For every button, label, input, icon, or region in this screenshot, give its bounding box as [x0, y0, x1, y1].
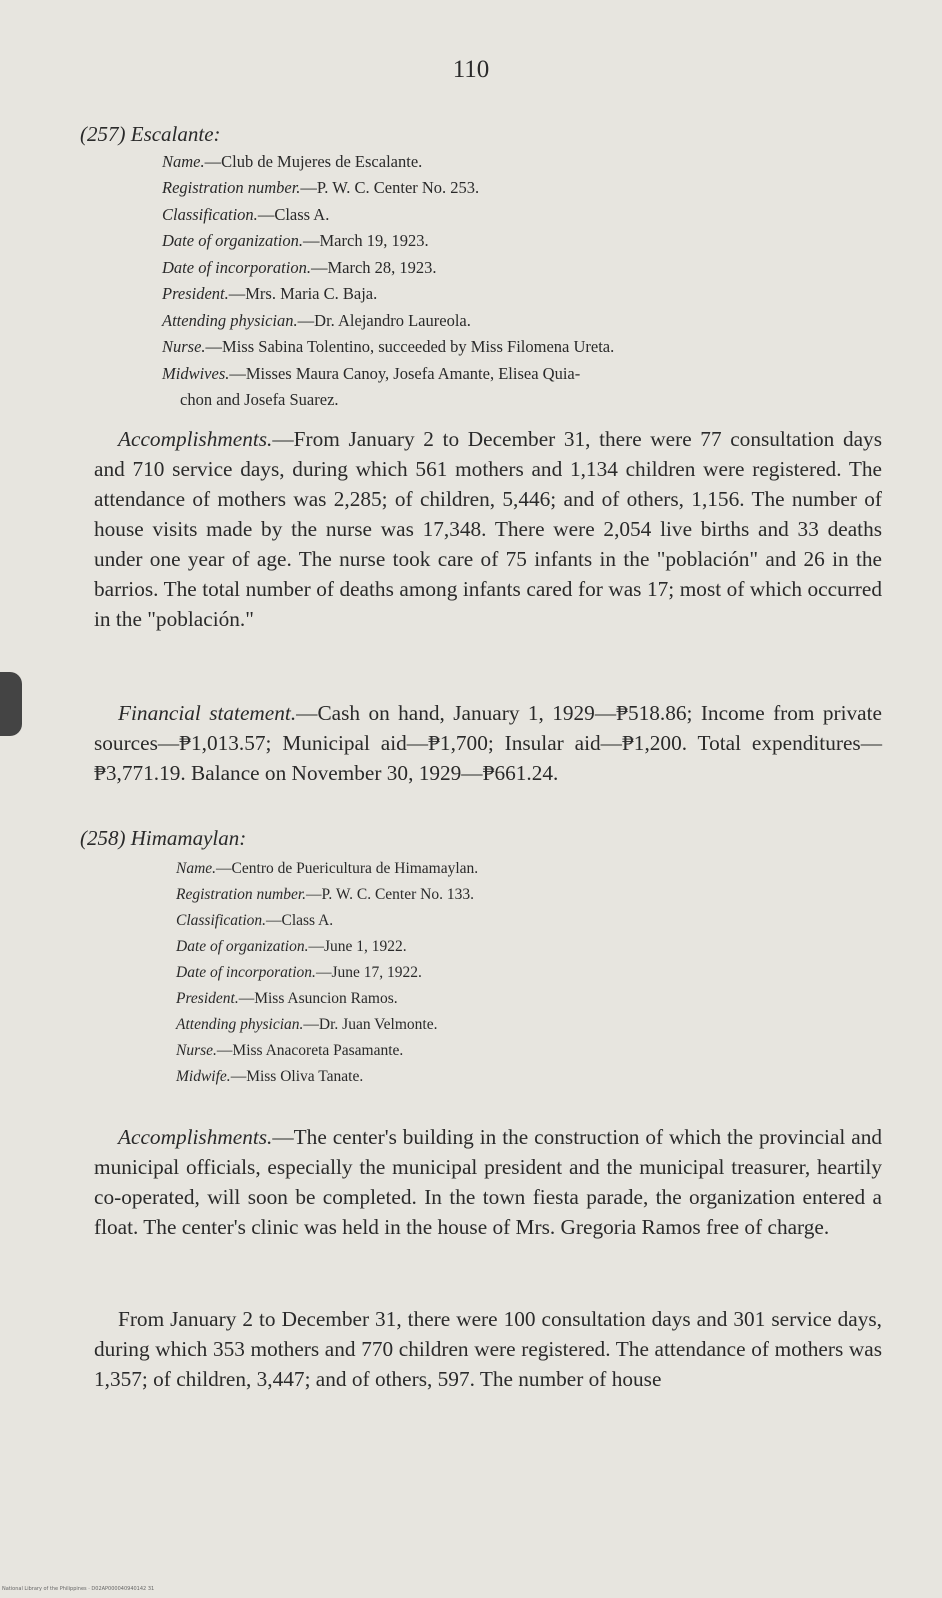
- field-date-organization: Date of organization.—March 19, 1923.: [162, 231, 429, 250]
- field-date-incorporation: Date of incorporation.—June 17, 1922.: [176, 964, 422, 981]
- field-nurse: Nurse.—Miss Anacoreta Pasamante.: [176, 1042, 404, 1059]
- page-number: 110: [452, 56, 490, 83]
- field-midwives: Midwives.—Misses Maura Canoy, Josefa Amante, Elisea Quia-: [162, 364, 581, 383]
- field-date-incorporation: Date of incorporation.—March 28, 1923.: [162, 258, 437, 277]
- paragraph-consultation-258: From January 2 to December 31, there were 100 consultation days and 301 service days, during which 353 mothers and 770 children were registered. The attendance of mothers was 1,357; of children, 3,447; and of others, 597. The number of house: [94, 1307, 882, 1391]
- field-nurse: Nurse.—Miss Sabina Tolentino, succeeded by Miss Filomena Ureta.: [162, 337, 615, 356]
- field-name: Name.—Club de Mujeres de Escalante.: [162, 152, 423, 171]
- scan-footer: National Library of the Philippines · D02AP000040940142 31: [2, 1586, 155, 1592]
- paragraph-accomplishments-258: Accomplishments.—The center's building in the construction of which the provincial and municipal officials, especially the municipal president and the municipal treasurer, heartily co-operated, will soon be completed. In the town fiesta parade, the organization entered a float. The center's clinic was held in the house of Mrs. Gregoria Ramos free of charge.: [94, 1125, 882, 1239]
- field-classification: Classification.—Class A.: [176, 912, 334, 929]
- section-heading-himamaylan: (258) Himamaylan:: [80, 826, 247, 850]
- field-midwife: Midwife.—Miss Oliva Tanate.: [176, 1068, 364, 1085]
- field-president: President.—Miss Asuncion Ramos.: [176, 990, 398, 1007]
- field-midwives-cont: chon and Josefa Suarez.: [180, 390, 339, 409]
- section-heading-escalante: (257) Escalante:: [80, 122, 221, 146]
- field-registration: Registration number.—P. W. C. Center No. 133.: [176, 886, 474, 903]
- binding-mark: [0, 672, 22, 736]
- paragraph-accomplishments-257: Accomplishments.—From January 2 to December 31, there were 77 consultation days and 710 service days, during which 561 mothers and 1,134 children were registered. The attendance of mothers was 2,285; of children, 5,446; and of others, 1,156. The number of house visits made by the nurse was 17,348. There were 2,054 live births and 33 deaths under one year of age. The nurse took care of 75 infants in the "población" and 26 in the barrios. The total number of deaths among infants cared for was 17; most of which occurred in the "población.": [94, 427, 882, 631]
- field-president: President.—Mrs. Maria C. Baja.: [162, 284, 378, 303]
- field-date-organization: Date of organization.—June 1, 1922.: [176, 938, 407, 955]
- field-classification: Classification.—Class A.: [162, 205, 330, 224]
- paragraph-financial-257: Financial statement.—Cash on hand, January 1, 1929—₱518.86; Income from private sources—₱1,013.57; Municipal aid—₱1,700; Insular aid—₱1,200. Total expenditures—₱3,771.19. Balance on November 30, 1929—₱661.24.: [94, 701, 883, 785]
- field-registration: Registration number.—P. W. C. Center No. 253.: [162, 178, 480, 197]
- field-physician: Attending physician.—Dr. Alejandro Laureola.: [162, 311, 471, 330]
- field-name: Name.—Centro de Puericultura de Himamaylan.: [176, 860, 479, 877]
- field-physician: Attending physician.—Dr. Juan Velmonte.: [176, 1016, 438, 1033]
